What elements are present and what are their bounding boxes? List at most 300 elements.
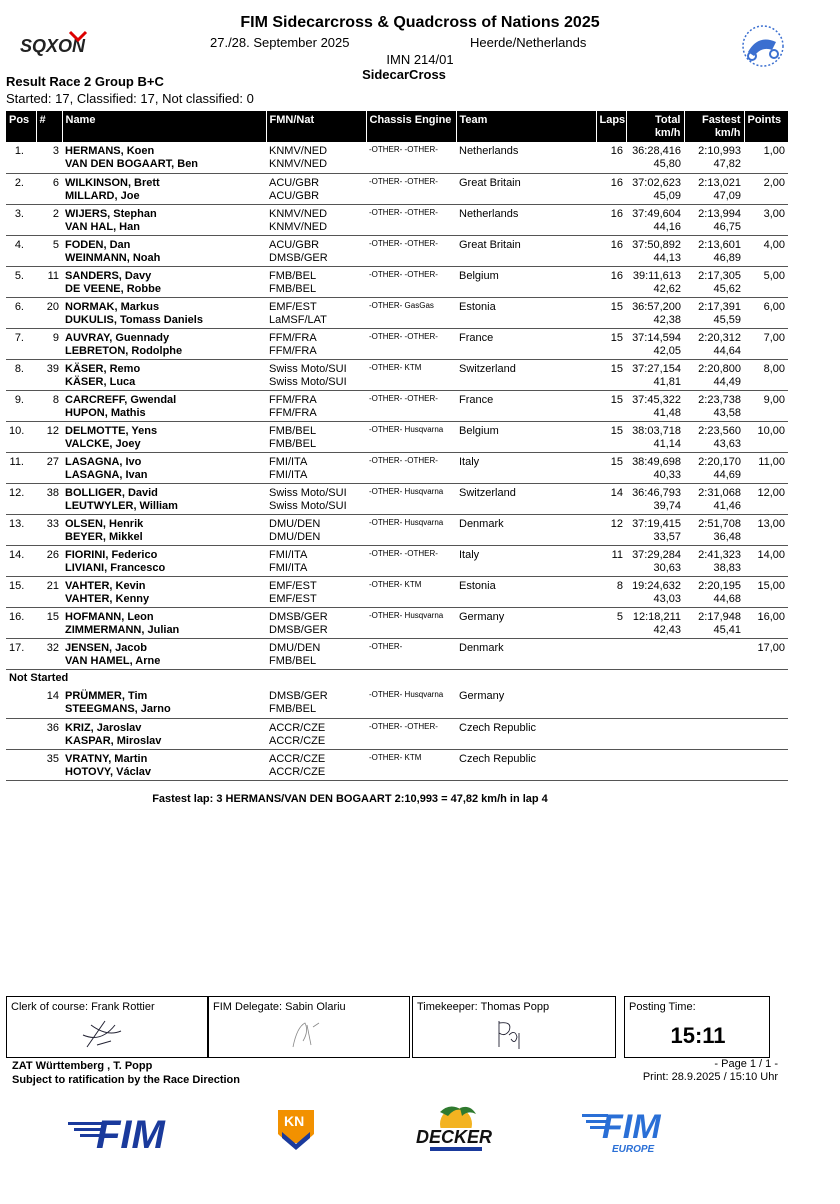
cell-team: Great Britain	[459, 176, 521, 189]
clerk-signature	[77, 1017, 127, 1051]
total-kmh: 44,16	[653, 220, 681, 233]
cell-team: Estonia	[459, 579, 496, 592]
cell-chassis-engine: -OTHER- KTM	[369, 579, 422, 589]
cell-num: 3	[52, 145, 59, 157]
table-row	[6, 235, 788, 266]
svg-text:KN: KN	[284, 1113, 305, 1129]
cell-fmn	[266, 687, 366, 718]
rider-name: KRIZ, Jaroslav	[65, 721, 142, 734]
table-row	[6, 576, 788, 607]
passenger-name: STEEGMANS, Jarno	[65, 703, 171, 715]
cell-total	[626, 390, 684, 421]
cell-laps: 15	[610, 424, 623, 437]
cell-pos	[6, 718, 36, 749]
cell-num: 9	[52, 331, 59, 344]
total-kmh: 42,05	[653, 344, 681, 357]
cell-laps	[596, 749, 626, 780]
rider-fmn: DMSB/GER	[269, 610, 328, 623]
cell-chassis-engine: -OTHER- -OTHER-	[369, 455, 438, 465]
passenger-name: BEYER, Mikkel	[65, 530, 143, 543]
cell-total	[626, 576, 684, 607]
passenger-name: VALCKE, Joey	[65, 437, 141, 450]
total-kmh: 42,62	[653, 282, 681, 295]
total-time: 37:50,892	[632, 238, 681, 251]
cell-team: Belgium	[459, 424, 499, 437]
col-num: #	[36, 111, 62, 142]
total-time: 37:29,284	[632, 548, 681, 561]
cell-name	[62, 607, 266, 638]
cell-fastest	[684, 749, 744, 780]
fastest-time: 2:23,560	[698, 424, 741, 437]
cell-points: 2,00	[763, 176, 785, 189]
cell-fastest	[684, 297, 744, 328]
fastest-kmh: 36,48	[713, 530, 741, 543]
passenger-name: LIVIANI, Francesco	[65, 561, 166, 574]
cell-team: Estonia	[459, 300, 496, 313]
rider-fmn: FFM/FRA	[269, 331, 317, 344]
passenger-name: VAHTER, Kenny	[65, 592, 150, 605]
cell-pos: 3.	[14, 207, 24, 220]
cell-points: 12,00	[757, 486, 785, 499]
cell-fmn	[266, 266, 366, 297]
rider-name: JENSEN, Jacob	[65, 641, 147, 654]
cell-fmn	[266, 483, 366, 514]
rider-fmn: EMF/EST	[269, 579, 317, 592]
fim-europe-logo	[580, 1102, 672, 1154]
passenger-name: LEBRETON, Rodolphe	[65, 344, 183, 357]
cell-team: Italy	[459, 455, 480, 468]
passenger-fmn: ACU/GBR	[269, 189, 320, 202]
cell-name	[62, 638, 266, 669]
fastest-kmh: 41,46	[713, 499, 741, 512]
cell-fmn	[266, 638, 366, 669]
table-row	[6, 390, 788, 421]
fastest-kmh: 44,68	[713, 592, 741, 605]
cell-fastest	[684, 390, 744, 421]
col-team: Team	[456, 111, 596, 142]
cell-chassis-engine: -OTHER- -OTHER-	[369, 176, 438, 186]
fastest-time: 2:51,708	[698, 517, 741, 530]
cell-team: Switzerland	[459, 486, 516, 499]
rider-fmn: FMB/BEL	[269, 269, 317, 282]
table-row	[6, 514, 788, 545]
total-kmh: 45,80	[653, 158, 681, 170]
cell-num: 15	[46, 610, 59, 623]
cell-team: Switzerland	[459, 362, 516, 375]
cell-pos: 14.	[9, 548, 25, 561]
passenger-name: LEUTWYLER, William	[65, 499, 178, 512]
discipline-title: SidecarCross	[362, 67, 446, 82]
cell-num: 35	[46, 752, 59, 765]
cell-pos: 4.	[14, 238, 24, 251]
cell-laps: 15	[610, 331, 623, 344]
cell-fmn	[266, 297, 366, 328]
cell-total	[626, 266, 684, 297]
cell-name	[62, 687, 266, 718]
organizer-line: ZAT Württemberg , T. Popp	[12, 1060, 153, 1072]
not-started-row	[6, 749, 788, 780]
total-kmh: 41,14	[653, 437, 681, 450]
rider-name: HERMANS, Koen	[65, 145, 155, 157]
cell-name	[62, 142, 266, 173]
svg-text:FIM: FIM	[602, 1108, 661, 1146]
cell-num: 39	[46, 362, 59, 375]
passenger-fmn: FMB/BEL	[269, 654, 317, 667]
rider-fmn: Swiss Moto/SUI	[269, 362, 347, 375]
cell-name	[62, 576, 266, 607]
passenger-fmn: FMB/BEL	[269, 703, 317, 715]
passenger-name: KÄSER, Luca	[65, 375, 136, 388]
cell-name	[62, 421, 266, 452]
passenger-fmn: FFM/FRA	[269, 406, 317, 419]
cell-laps: 11	[611, 548, 623, 561]
fastest-kmh: 46,89	[713, 251, 741, 264]
total-time: 37:27,154	[632, 362, 681, 375]
cell-total	[626, 421, 684, 452]
cell-pos: 1.	[14, 145, 24, 157]
cell-laps	[596, 718, 626, 749]
table-row	[6, 545, 788, 576]
timekeeper-label: Timekeeper: Thomas Popp	[417, 1001, 550, 1013]
rider-name: FODEN, Dan	[65, 238, 131, 251]
total-time: 36:57,200	[632, 300, 681, 313]
fastest-time: 2:20,312	[698, 331, 741, 344]
cell-num: 33	[46, 517, 59, 530]
col-laps: Laps	[596, 111, 626, 142]
cell-laps	[596, 638, 626, 669]
rider-name: SANDERS, Davy	[65, 269, 152, 282]
table-row	[6, 297, 788, 328]
timekeeper-signature	[483, 1017, 533, 1051]
rider-name: NORMAK, Markus	[65, 300, 160, 313]
cell-fmn	[266, 514, 366, 545]
delegate-signature-box	[208, 996, 410, 1058]
table-row	[6, 638, 788, 669]
cell-fmn	[266, 545, 366, 576]
table-row	[6, 142, 788, 173]
rider-fmn: FMB/BEL	[269, 424, 317, 437]
col-points: Points	[744, 111, 788, 142]
cell-laps: 15	[610, 455, 623, 468]
cell-points: 9,00	[763, 393, 785, 406]
rider-name: OLSEN, Henrik	[65, 517, 144, 530]
rider-name: PRÜMMER, Tim	[65, 690, 148, 702]
cell-pos: 16.	[9, 610, 25, 623]
cell-chassis-engine: -OTHER- KTM	[369, 362, 422, 372]
cell-name	[62, 328, 266, 359]
rider-fmn: KNMV/NED	[269, 207, 328, 220]
fastest-kmh: 44,64	[713, 344, 741, 357]
cell-fmn	[266, 204, 366, 235]
cell-fastest	[684, 142, 744, 173]
results-body	[6, 142, 788, 780]
cell-name	[62, 514, 266, 545]
rider-name: AUVRAY, Guennady	[65, 331, 170, 344]
cell-fastest	[684, 576, 744, 607]
rider-fmn: FMI/ITA	[269, 455, 308, 468]
total-time: 39:11,613	[632, 269, 681, 282]
cell-laps: 15	[610, 393, 623, 406]
cell-total	[626, 235, 684, 266]
rider-name: KÄSER, Remo	[65, 362, 141, 375]
cell-total	[626, 328, 684, 359]
event-title: FIM Sidecarcross & Quadcross of Nations 2025	[240, 14, 600, 31]
imn-number: IMN 214/01	[386, 52, 454, 67]
results-table	[6, 111, 788, 781]
results-table-container	[6, 111, 788, 781]
cell-fastest	[684, 718, 744, 749]
cell-laps: 15	[610, 300, 623, 313]
passenger-fmn: Swiss Moto/SUI	[269, 375, 347, 388]
rider-fmn: ACU/GBR	[269, 238, 320, 251]
cell-num: 14	[46, 690, 59, 702]
cell-fmn	[266, 235, 366, 266]
cell-points: 5,00	[763, 269, 785, 282]
svg-text:DECKER: DECKER	[416, 1127, 493, 1147]
rider-name: HOFMANN, Leon	[65, 610, 154, 623]
cell-laps: 16	[610, 207, 623, 220]
total-kmh: 45,09	[653, 189, 681, 202]
fastest-time: 2:41,323	[698, 548, 741, 561]
passenger-fmn: DMU/DEN	[269, 530, 321, 543]
fastest-kmh: 47,82	[713, 158, 741, 170]
cell-team: Germany	[459, 690, 505, 702]
rider-fmn: Swiss Moto/SUI	[269, 486, 347, 499]
passenger-name: LASAGNA, Ivan	[65, 468, 148, 481]
cell-fastest	[684, 483, 744, 514]
cell-chassis-engine: -OTHER- -OTHER-	[369, 269, 438, 279]
rider-fmn: KNMV/NED	[269, 145, 328, 157]
cell-chassis-engine: -OTHER- Husqvarna	[369, 486, 444, 496]
cell-total	[626, 204, 684, 235]
rider-fmn: FMI/ITA	[269, 548, 308, 561]
passenger-name: ZIMMERMANN, Julian	[65, 623, 180, 636]
cell-pos: 8.	[14, 362, 24, 375]
cell-fmn	[266, 452, 366, 483]
rider-name: VAHTER, Kevin	[65, 579, 146, 592]
cell-pos: 7.	[14, 331, 24, 344]
started-summary: Started: 17, Classified: 17, Not classified: 0	[6, 91, 254, 106]
total-time: 38:03,718	[632, 424, 681, 437]
cell-total	[626, 687, 684, 718]
cell-num: 38	[46, 486, 59, 499]
cell-name	[62, 483, 266, 514]
cell-chassis-engine: -OTHER- -OTHER-	[369, 721, 438, 731]
total-time: 37:45,322	[632, 393, 681, 406]
cell-num: 11	[47, 269, 59, 282]
cell-fastest	[684, 266, 744, 297]
cell-total	[626, 607, 684, 638]
cell-points: 13,00	[757, 517, 785, 530]
col-fastest: Fastest km/h	[684, 111, 744, 142]
rider-name: CARCREFF, Gwendal	[65, 393, 177, 406]
delegate-signature	[279, 1017, 329, 1051]
total-time: 36:46,793	[632, 486, 681, 499]
cell-num: 5	[52, 238, 59, 251]
result-title: Result Race 2 Group B+C	[6, 74, 164, 89]
cell-chassis-engine: -OTHER-	[369, 641, 403, 651]
cell-chassis-engine: -OTHER- -OTHER-	[369, 331, 438, 341]
kn-logo	[274, 1106, 318, 1154]
cell-name	[62, 452, 266, 483]
cell-team: Czech Republic	[459, 752, 537, 765]
not-started-header-row	[6, 669, 788, 687]
total-kmh: 42,38	[653, 313, 681, 326]
passenger-fmn: FMI/ITA	[269, 468, 308, 481]
passenger-name: DUKULIS, Tomass Daniels	[65, 313, 203, 326]
total-time: 12:18,211	[632, 610, 681, 623]
svg-text:SQXON: SQXON	[20, 36, 86, 56]
cell-name	[62, 359, 266, 390]
cell-fastest	[684, 235, 744, 266]
cell-points: 16,00	[757, 610, 785, 623]
cell-total	[626, 749, 684, 780]
fastest-time: 2:23,738	[698, 393, 741, 406]
passenger-name: DE VEENE, Robbe	[65, 282, 161, 295]
fastest-time: 2:31,068	[698, 486, 741, 499]
decker-logo	[410, 1102, 502, 1154]
page-number: - Page 1 / 1 -	[714, 1058, 778, 1070]
fastest-kmh: 43,63	[713, 437, 741, 450]
cell-chassis-engine: -OTHER- KTM	[369, 752, 422, 762]
cell-pos	[6, 687, 36, 718]
cell-total	[626, 514, 684, 545]
cell-pos: 2.	[14, 176, 24, 189]
total-time: 36:28,416	[632, 145, 681, 157]
passenger-fmn: ACCR/CZE	[269, 734, 326, 747]
cell-team: Great Britain	[459, 238, 521, 251]
cell-fmn	[266, 718, 366, 749]
fastest-time: 2:13,601	[698, 238, 741, 251]
cell-fmn	[266, 607, 366, 638]
cell-chassis-engine: -OTHER- -OTHER-	[369, 207, 438, 217]
cell-chassis-engine: -OTHER- -OTHER-	[369, 145, 438, 154]
total-kmh: 33,57	[653, 530, 681, 543]
passenger-name: VAN DEN BOGAART, Ben	[65, 158, 199, 170]
rider-name: VRATNY, Martin	[65, 752, 148, 765]
cell-fastest	[684, 452, 744, 483]
total-kmh: 39,74	[653, 499, 681, 512]
posting-time-box	[624, 996, 770, 1058]
total-kmh: 43,03	[653, 592, 681, 605]
cell-points: 14,00	[757, 548, 785, 561]
cell-laps: 8	[616, 579, 623, 592]
cell-chassis-engine: -OTHER- Husqvarna	[369, 517, 444, 527]
cell-laps: 16	[610, 176, 623, 189]
cell-num: 26	[46, 548, 59, 561]
passenger-fmn: Swiss Moto/SUI	[269, 499, 347, 512]
cell-points	[744, 718, 788, 749]
rider-fmn: FFM/FRA	[269, 393, 317, 406]
fastest-lap-note: Fastest lap: 3 HERMANS/VAN DEN BOGAART 2:10,993 = 47,82 km/h in lap 4	[152, 793, 548, 805]
ratification-line: Subject to ratification by the Race Direction	[12, 1074, 240, 1086]
rider-name: DELMOTTE, Yens	[65, 424, 158, 437]
cell-fastest	[684, 173, 744, 204]
cell-num: 36	[46, 721, 59, 734]
cell-team: Denmark	[459, 517, 504, 530]
cell-laps	[596, 687, 626, 718]
cell-total	[626, 452, 684, 483]
cell-name	[62, 749, 266, 780]
delegate-label: FIM Delegate: Sabin Olariu	[213, 1001, 346, 1013]
cell-team: Netherlands	[459, 145, 519, 157]
fastest-time: 2:17,391	[698, 300, 741, 313]
cell-name	[62, 235, 266, 266]
cell-team: Denmark	[459, 641, 504, 654]
cell-laps: 16	[610, 238, 623, 251]
cell-team: Czech Republic	[459, 721, 537, 734]
cell-num: 8	[52, 393, 59, 406]
cell-total	[626, 359, 684, 390]
rider-fmn: EMF/EST	[269, 300, 317, 313]
cell-fmn	[266, 173, 366, 204]
cell-points: 8,00	[763, 362, 785, 375]
cell-laps: 16	[610, 269, 623, 282]
timekeeper-signature-box	[412, 996, 616, 1058]
fastest-time: 2:10,993	[698, 145, 741, 157]
cell-name	[62, 173, 266, 204]
passenger-name: MILLARD, Joe	[65, 189, 140, 202]
table-row	[6, 328, 788, 359]
table-row	[6, 359, 788, 390]
passenger-fmn: KNMV/NED	[269, 220, 328, 233]
cell-name	[62, 204, 266, 235]
cell-fastest	[684, 687, 744, 718]
cell-total	[626, 638, 684, 669]
passenger-name: VAN HAMEL, Arne	[65, 654, 161, 667]
cell-name	[62, 390, 266, 421]
cell-chassis-engine: -OTHER- Husqvarna	[369, 690, 444, 699]
fastest-kmh: 45,59	[713, 313, 741, 326]
passenger-name: KASPAR, Miroslav	[65, 734, 162, 747]
fastest-kmh: 44,69	[713, 468, 741, 481]
cell-fastest	[684, 545, 744, 576]
passenger-fmn: FFM/FRA	[269, 344, 317, 357]
cell-pos: 5.	[14, 269, 24, 282]
cell-team: France	[459, 331, 494, 344]
total-kmh: 40,33	[653, 468, 681, 481]
passenger-fmn: KNMV/NED	[269, 158, 328, 170]
event-venue: Heerde/Netherlands	[470, 35, 587, 50]
cell-points: 3,00	[763, 207, 785, 220]
col-name: Name	[62, 111, 266, 142]
table-header-row	[6, 111, 788, 142]
total-time: 37:19,415	[632, 517, 681, 530]
total-time: 19:24,632	[632, 579, 681, 592]
cell-chassis-engine: -OTHER- Husqvarna	[369, 610, 444, 620]
cell-pos: 15.	[9, 579, 25, 592]
passenger-name: HUPON, Mathis	[65, 406, 146, 419]
cell-chassis-engine: -OTHER- -OTHER-	[369, 548, 438, 558]
fastest-kmh: 38,83	[713, 561, 741, 574]
col-fmn: FMN/Nat	[266, 111, 366, 142]
passenger-fmn: DMSB/GER	[269, 623, 328, 636]
rider-name: WIJERS, Stephan	[65, 207, 157, 220]
cell-fmn	[266, 328, 366, 359]
cell-pos: 12.	[9, 486, 25, 499]
cell-points: 10,00	[757, 424, 785, 437]
total-kmh: 42,43	[653, 623, 681, 636]
cell-points: 7,00	[763, 331, 785, 344]
total-kmh: 41,48	[653, 406, 681, 419]
cell-total	[626, 297, 684, 328]
fastest-kmh: 45,41	[713, 623, 741, 636]
cell-pos: 11.	[9, 455, 24, 468]
cell-total	[626, 173, 684, 204]
cell-total	[626, 483, 684, 514]
cell-fmn	[266, 421, 366, 452]
cell-pos: 17.	[9, 641, 25, 654]
